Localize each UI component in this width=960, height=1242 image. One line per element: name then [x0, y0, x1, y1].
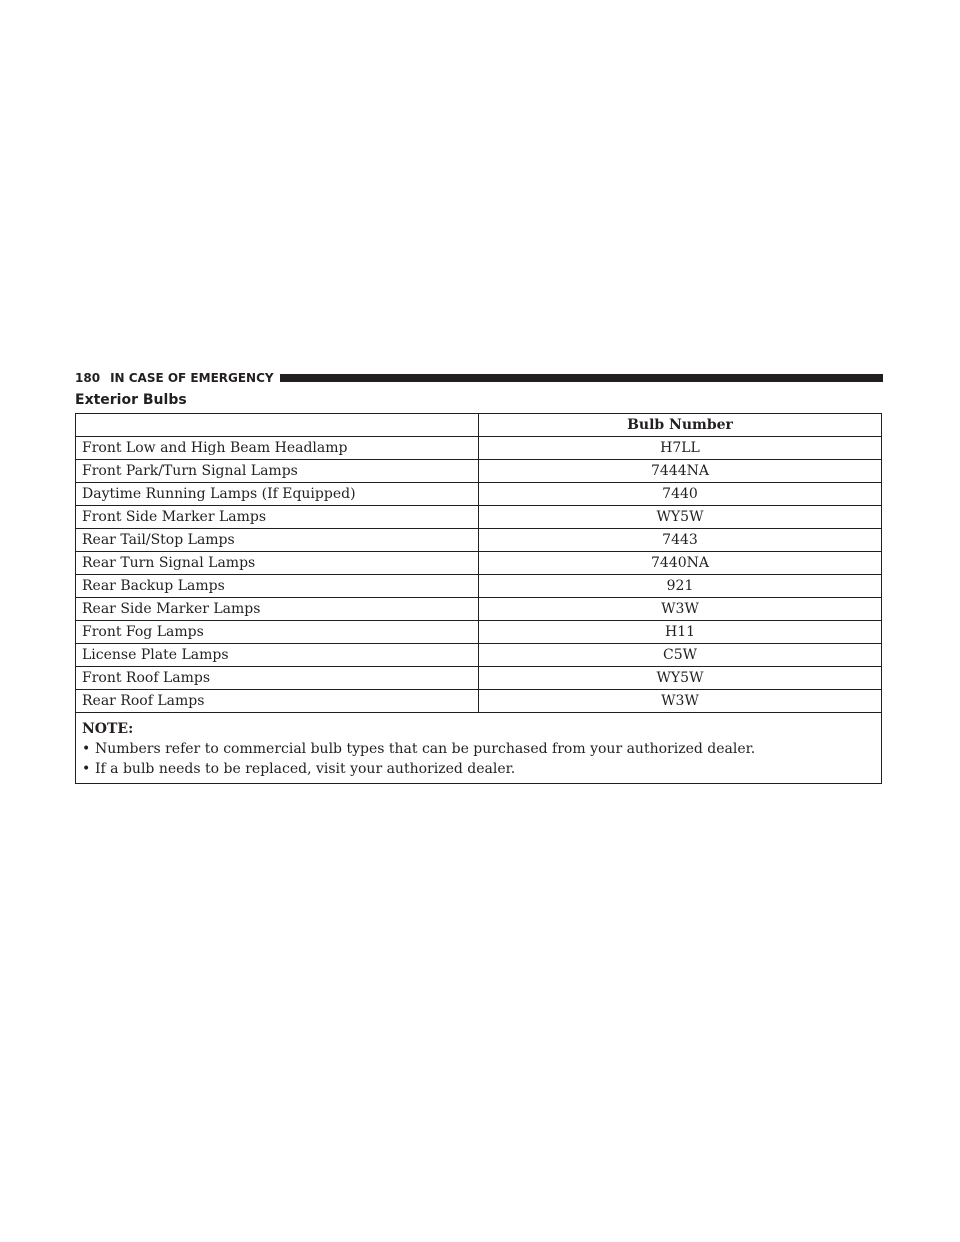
table-row	[76, 644, 882, 667]
header-rule	[280, 374, 883, 382]
note-label: NOTE:	[82, 721, 134, 737]
bulb-number: 7444NA	[479, 460, 882, 483]
note-text: If a bulb needs to be replaced, visit your authorized dealer.	[95, 761, 516, 777]
lamp-name: Front Side Marker Lamps	[76, 506, 479, 529]
bullet-icon: •	[82, 761, 91, 777]
section-title: Exterior Bulbs	[75, 392, 187, 408]
table-row	[76, 575, 882, 598]
note-row	[76, 713, 882, 784]
lamp-name: Front Low and High Beam Headlamp	[76, 437, 479, 460]
lamp-name: Front Park/Turn Signal Lamps	[76, 460, 479, 483]
lamp-name: Daytime Running Lamps (If Equipped)	[76, 483, 479, 506]
note-cell	[76, 713, 882, 784]
lamp-name: Rear Turn Signal Lamps	[76, 552, 479, 575]
table-row	[76, 529, 882, 552]
lamp-name: Front Roof Lamps	[76, 667, 479, 690]
bulb-number: 7443	[479, 529, 882, 552]
lamp-name: Front Fog Lamps	[76, 621, 479, 644]
bulb-number: 7440NA	[479, 552, 882, 575]
bulb-number: WY5W	[479, 667, 882, 690]
section-name: IN CASE OF EMERGENCY	[110, 371, 274, 385]
bulb-number: W3W	[479, 690, 882, 713]
table-row	[76, 690, 882, 713]
table-row	[76, 598, 882, 621]
bulb-number: H7LL	[479, 437, 882, 460]
table-row	[76, 621, 882, 644]
table-row	[76, 552, 882, 575]
bullet-icon: •	[82, 741, 91, 757]
table-row	[76, 667, 882, 690]
bulb-number: W3W	[479, 598, 882, 621]
page-number: 180	[75, 371, 101, 385]
note-text: Numbers refer to commercial bulb types that can be purchased from your authorized dealer.	[95, 741, 756, 757]
table-row	[76, 437, 882, 460]
table-row	[76, 460, 882, 483]
lamp-name: Rear Backup Lamps	[76, 575, 479, 598]
bulb-number: WY5W	[479, 506, 882, 529]
lamp-name: Rear Tail/Stop Lamps	[76, 529, 479, 552]
table-body	[76, 437, 882, 784]
page-header	[75, 370, 883, 386]
table-row	[76, 483, 882, 506]
header-bulb-number: Bulb Number	[479, 414, 882, 437]
lamp-name: License Plate Lamps	[76, 644, 479, 667]
bulb-number: H11	[479, 621, 882, 644]
note-list	[82, 739, 875, 779]
bulb-table	[75, 413, 882, 784]
note-item	[82, 759, 875, 779]
bulb-number: 921	[479, 575, 882, 598]
table-header-row	[76, 414, 882, 437]
note-item	[82, 739, 875, 759]
bulb-number: C5W	[479, 644, 882, 667]
bulb-number: 7440	[479, 483, 882, 506]
lamp-name: Rear Roof Lamps	[76, 690, 479, 713]
lamp-name: Rear Side Marker Lamps	[76, 598, 479, 621]
table-row	[76, 506, 882, 529]
header-empty-cell	[76, 414, 479, 437]
